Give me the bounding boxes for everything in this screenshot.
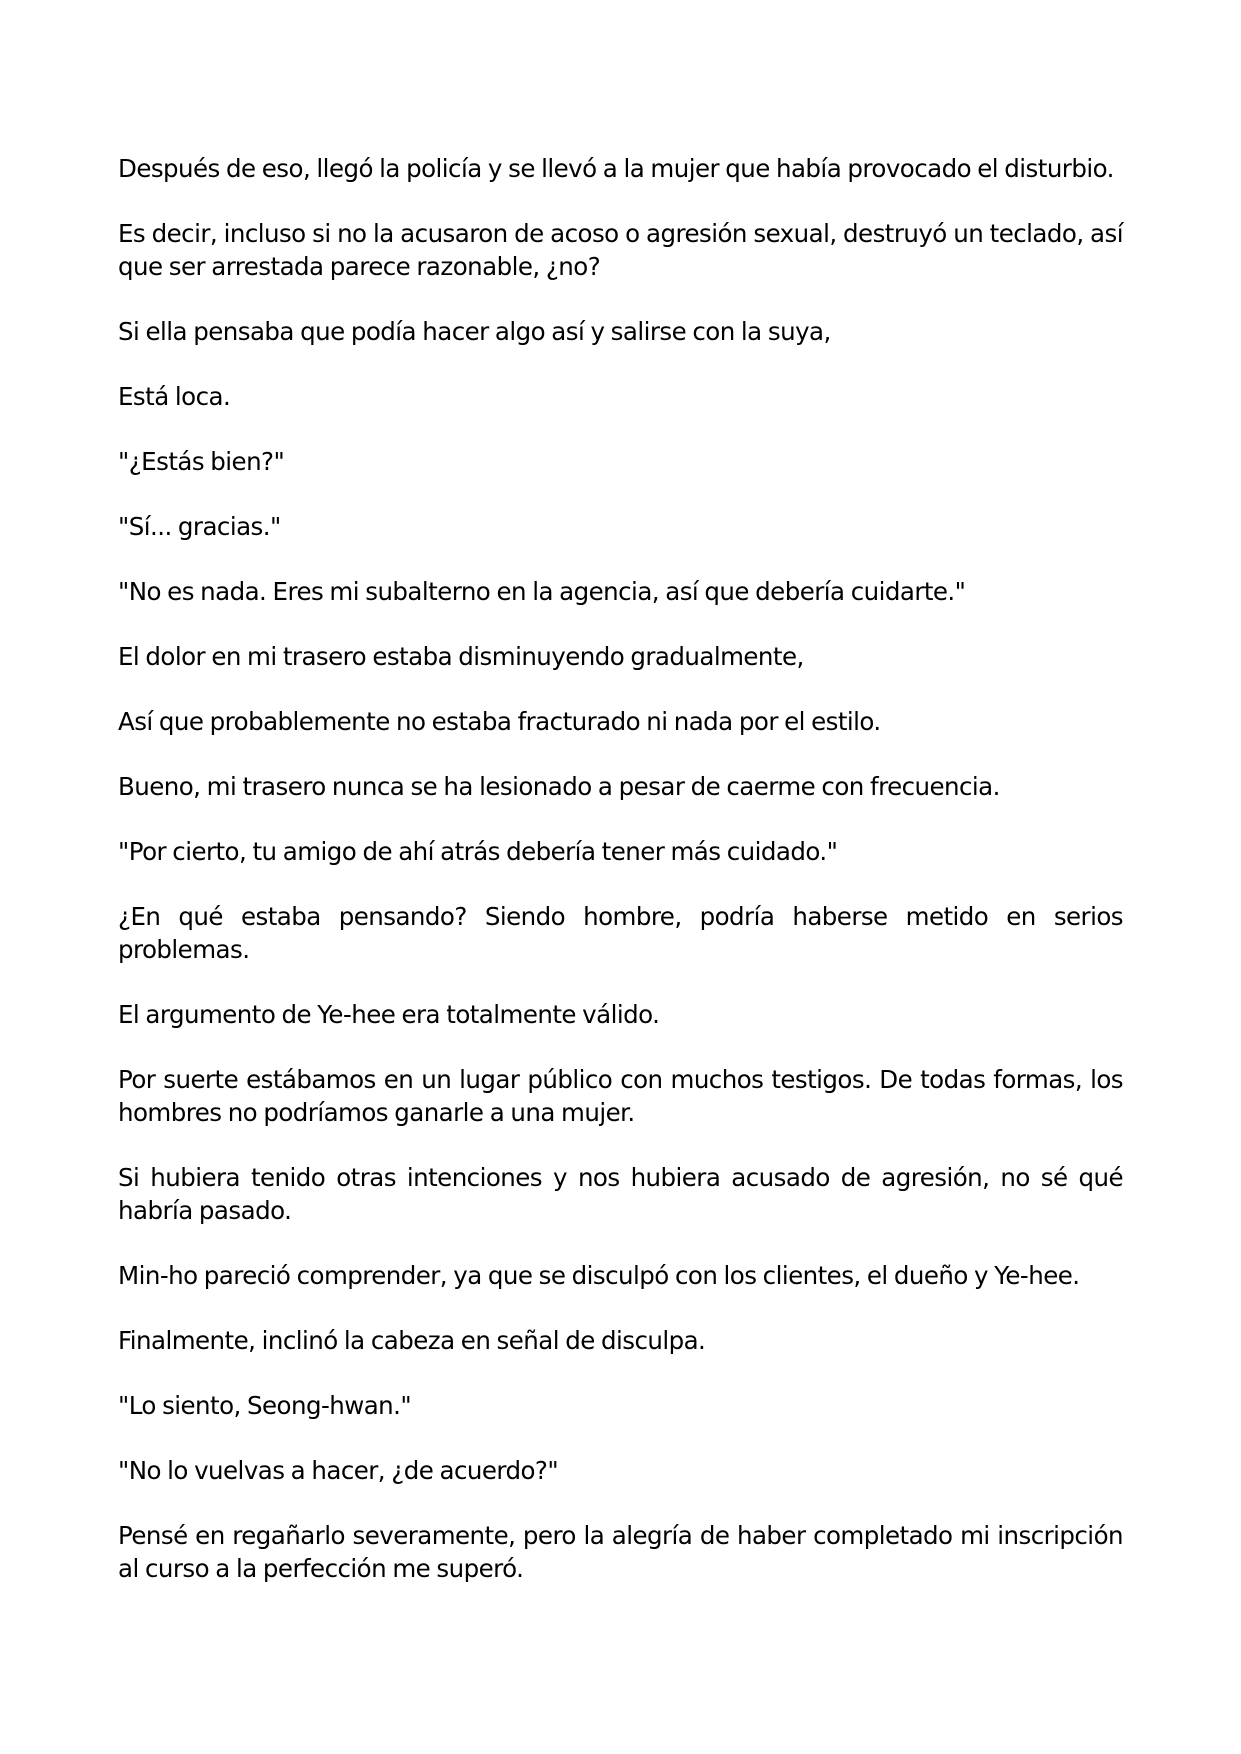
paragraph-18: "Lo siento, Seong-hwan." <box>118 1391 412 1420</box>
paragraph-15: Si hubiera tenido otras intenciones y nos hubiera acusado de agresión, no sé qué habría pasado. <box>118 1163 1123 1225</box>
paragraph-19: "No lo vuelvas a hacer, ¿de acuerdo?" <box>118 1456 559 1485</box>
paragraph-10: Bueno, mi trasero nunca se ha lesionado a pesar de caerme con frecuencia. <box>118 772 1000 801</box>
paragraph-14: Por suerte estábamos en un lugar público con muchos testigos. De todas formas, los hombres no podríamos ganarle a una mujer. <box>118 1065 1123 1127</box>
paragraph-7: "No es nada. Eres mi subalterno en la agencia, así que debería cuidarte." <box>118 577 966 606</box>
paragraph-8: El dolor en mi trasero estaba disminuyendo gradualmente, <box>118 642 804 671</box>
paragraph-1: Después de eso, llegó la policía y se llevó a la mujer que había provocado el disturbio. <box>118 154 1114 183</box>
paragraph-16: Min-ho pareció comprender, ya que se disculpó con los clientes, el dueño y Ye-hee. <box>118 1261 1080 1290</box>
paragraph-6: "Sí... gracias." <box>118 512 281 541</box>
paragraph-3: Si ella pensaba que podía hacer algo así y salirse con la suya, <box>118 317 831 346</box>
paragraph-9: Así que probablemente no estaba fracturado ni nada por el estilo. <box>118 707 881 736</box>
paragraph-20: Pensé en regañarlo severamente, pero la alegría de haber completado mi inscripción al curso a la perfección me superó. <box>118 1521 1123 1583</box>
paragraph-2: Es decir, incluso si no la acusaron de acoso o agresión sexual, destruyó un teclado, así que ser arrestada parece razonable, ¿no? <box>118 219 1123 281</box>
paragraph-13: El argumento de Ye-hee era totalmente válido. <box>118 1000 660 1029</box>
document-body <box>118 152 1123 1617</box>
paragraph-12: ¿En qué estaba pensando? Siendo hombre, podría haberse metido en serios problemas. <box>118 902 1123 964</box>
paragraph-17: Finalmente, inclinó la cabeza en señal de disculpa. <box>118 1326 706 1355</box>
paragraph-11: "Por cierto, tu amigo de ahí atrás debería tener más cuidado." <box>118 837 838 866</box>
paragraph-5: "¿Estás bien?" <box>118 447 285 476</box>
paragraph-4: Está loca. <box>118 382 231 411</box>
